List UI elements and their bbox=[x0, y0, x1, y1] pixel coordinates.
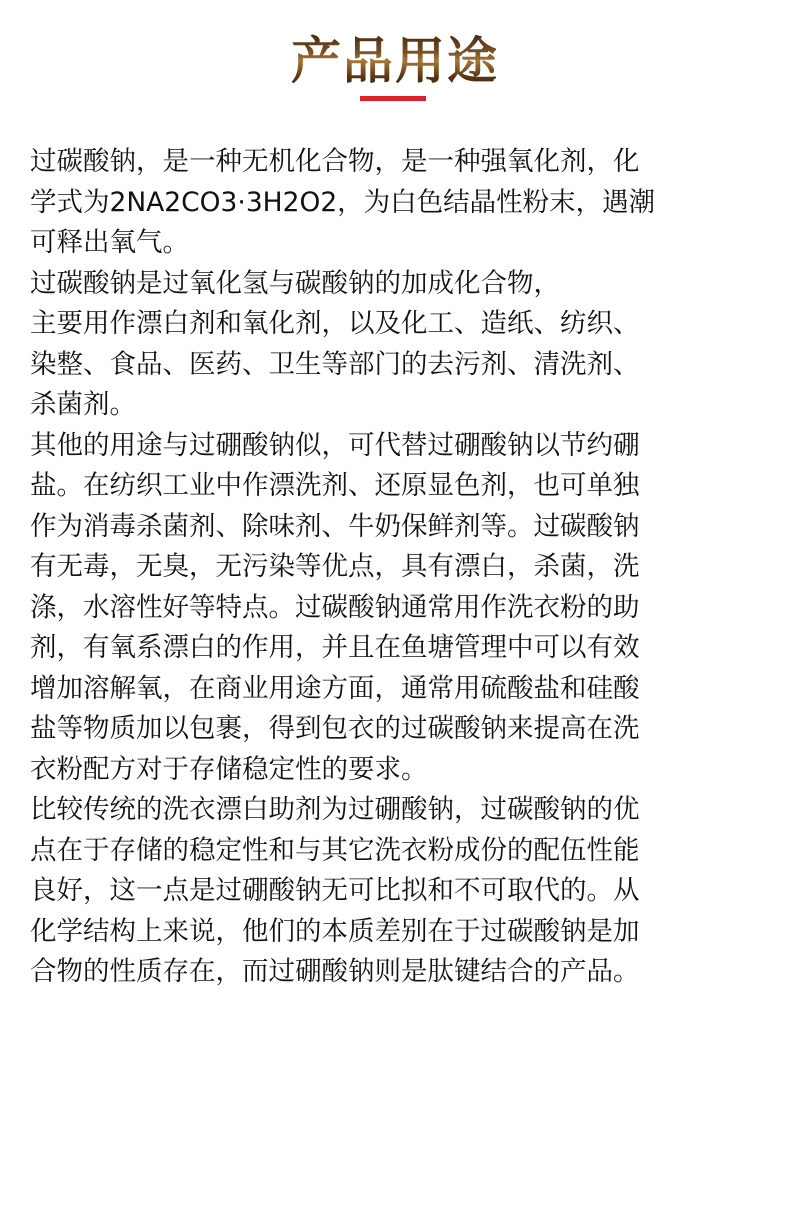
page-title: 产品用途 bbox=[0, 30, 790, 92]
text-line: 比较传统的洗衣漂白助剂为过硼酸钠，过碳酸钠的优 bbox=[30, 794, 640, 825]
text-line: 涤，水溶性好等特点。过碳酸钠通常用作洗衣粉的助 bbox=[30, 591, 640, 623]
text-line: 盐等物质加以包裹，得到包衣的过碳酸钠来提高在洗 bbox=[30, 713, 640, 744]
text-line: 杀菌剂。 bbox=[30, 389, 136, 420]
text-line: 点在于存储的稳定性和与其它洗衣粉成份的配伍性能 bbox=[30, 834, 640, 866]
text-line: 学式为2NA2CO3·3H2O2，为白色结晶性粉末，遇潮 bbox=[30, 186, 656, 218]
paragraph-comparison bbox=[30, 790, 746, 993]
product-usage-content bbox=[30, 142, 746, 993]
text-line: 其他的用途与过硼酸钠似，可代替过硼酸钠以节约硼 bbox=[30, 429, 640, 461]
paragraph-intro bbox=[30, 142, 746, 264]
text-line: 有无毒，无臭，无污染等优点，具有漂白，杀菌，洗 bbox=[30, 551, 640, 582]
text-line: 化学结构上来说，他们的本质差别在于过碳酸钠是加 bbox=[30, 915, 640, 947]
text-line: 过碳酸钠是过氧化氢与碳酸钠的加成化合物， bbox=[30, 267, 560, 299]
title-underline-divider bbox=[360, 96, 426, 101]
text-line: 衣粉配方对于存储稳定性的要求。 bbox=[30, 753, 428, 785]
text-line: 主要用作漂白剂和氧化剂，以及化工、造纸、纺织、 bbox=[30, 308, 640, 339]
text-line: 合物的性质存在，而过硼酸钠则是肽键结合的产品。 bbox=[30, 956, 640, 987]
paragraph-main-uses bbox=[30, 264, 746, 426]
text-line: 剂，有氧系漂白的作用，并且在鱼塘管理中可以有效 bbox=[30, 632, 640, 663]
text-line: 良好，这一点是过硼酸钠无可比拟和不可取代的。从 bbox=[30, 875, 640, 906]
section-header bbox=[0, 0, 790, 110]
text-line: 盐。在纺织工业中作漂洗剂、还原显色剂，也可单独 bbox=[30, 470, 640, 501]
paragraph-other-uses bbox=[30, 426, 746, 791]
text-line: 染整、食品、医药、卫生等部门的去污剂、清洗剂、 bbox=[30, 348, 640, 380]
text-line: 过碳酸钠，是一种无机化合物，是一种强氧化剂，化 bbox=[30, 146, 640, 177]
text-line: 可释出氧气。 bbox=[30, 227, 189, 258]
text-line: 作为消毒杀菌剂、除味剂、牛奶保鲜剂等。过碳酸钠 bbox=[30, 510, 640, 542]
text-line: 增加溶解氧，在商业用途方面，通常用硫酸盐和硅酸 bbox=[30, 672, 640, 704]
